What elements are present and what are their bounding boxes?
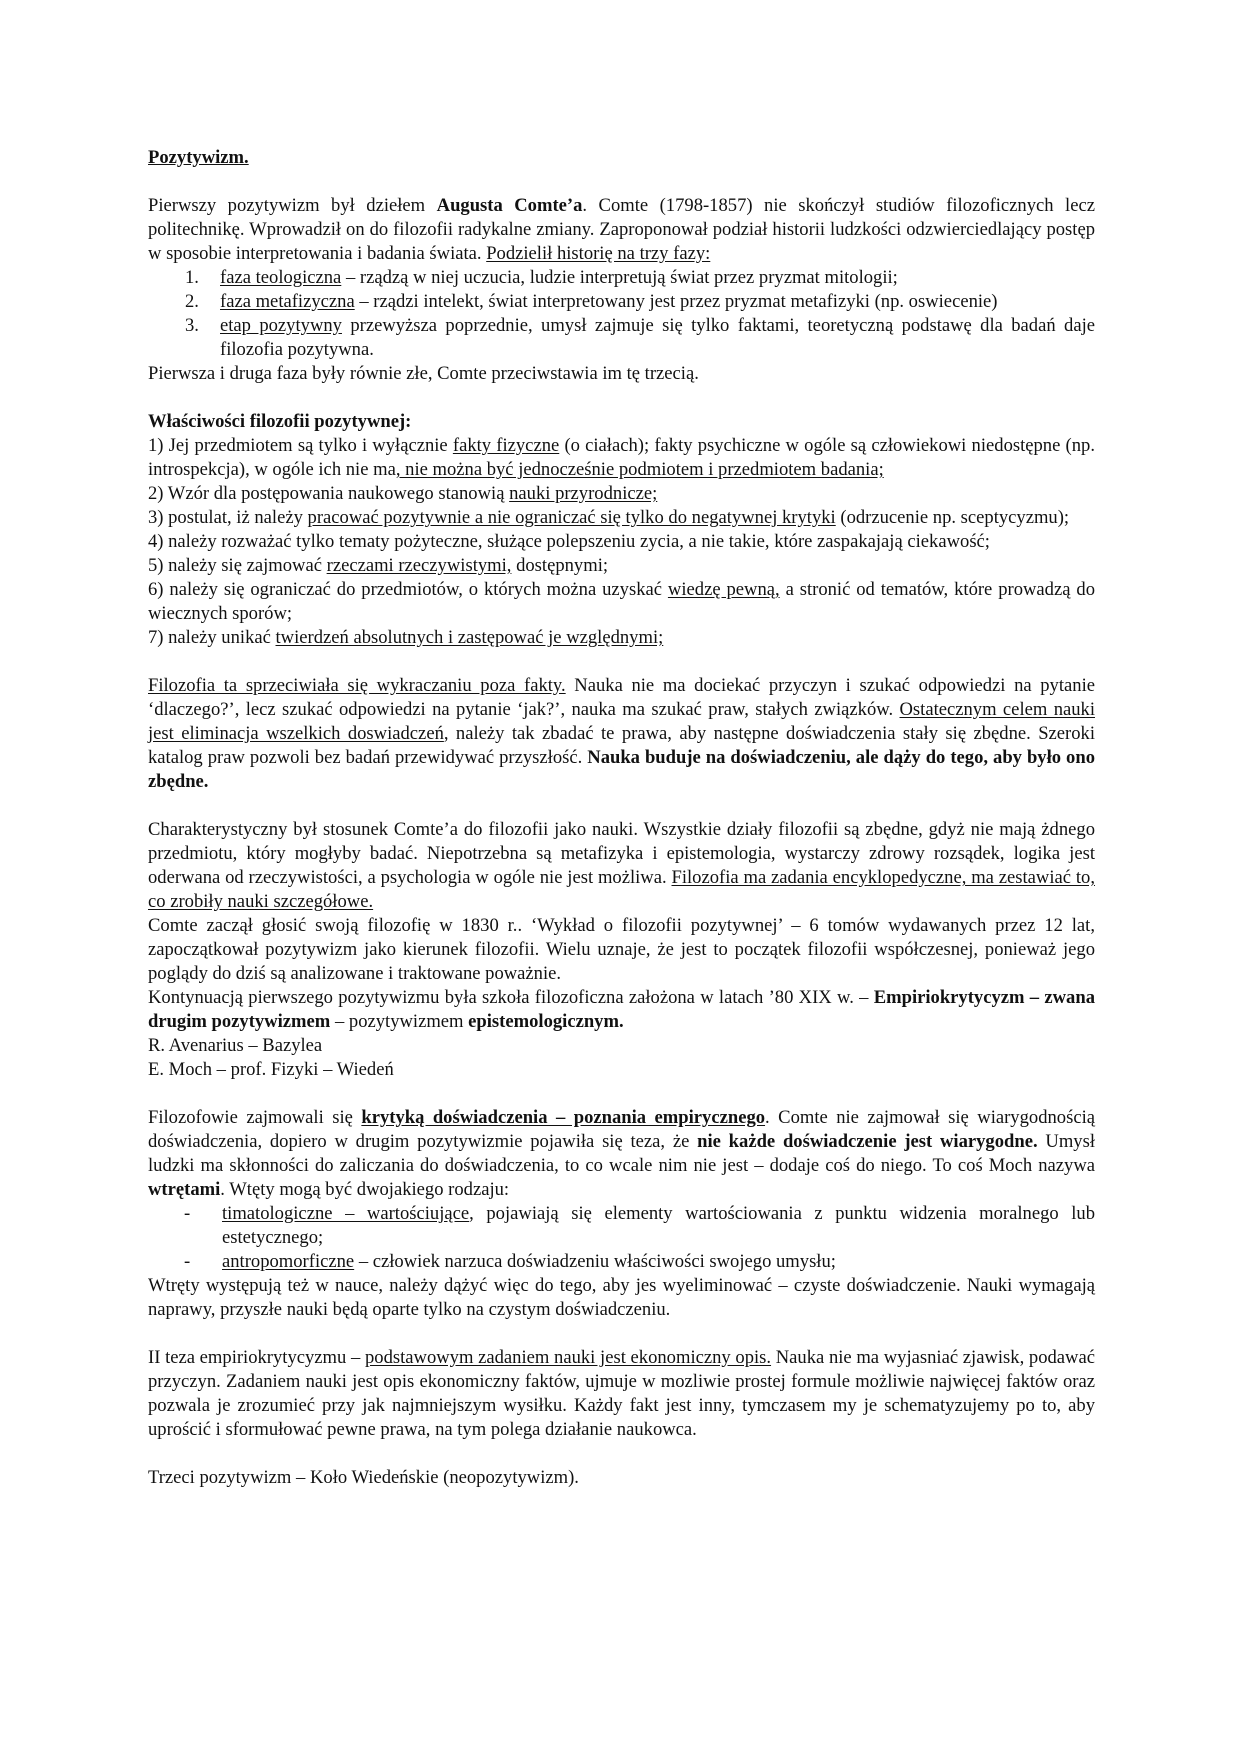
- text-run: 1) Jej przedmiotem są tylko i wyłącznie: [148, 435, 453, 456]
- list-item: [148, 314, 1095, 362]
- list-dash: -: [184, 1203, 191, 1224]
- text-run: Umysł ludzki ma skłonności do zaliczania do doświadczenia, to co wcale nim nie jest – dodaje coś do niego. To coś Moch nazywa: [148, 1131, 1095, 1176]
- underlined-phrase: twierdzeń absolutnych i zastępować je względnymi;: [275, 627, 664, 648]
- text-run: . Wtęty mogą być dwojakiego rodzaju:: [220, 1179, 510, 1200]
- bold-phrase: nie każde doświadczenie jest wiarygodne.: [697, 1131, 1038, 1152]
- phases-summary: Pierwsza i druga faza były równie złe, Comte przeciwstawia im tę trzecią.: [148, 363, 699, 384]
- bold-phrase: wtrętami: [148, 1179, 221, 1200]
- third-positivism: Trzeci pozytywizm – Koło Wiedeńskie (neopozytywizm).: [148, 1467, 579, 1488]
- wtrety-list: [148, 1202, 1095, 1274]
- text-run: , pojawiają się elementy wartościowania z punktu widzenia moralnego lub estetycznego;: [222, 1203, 1096, 1248]
- list-item: [148, 266, 1095, 290]
- text-run: 5) należy się zajmować: [148, 555, 327, 576]
- list-item: [148, 290, 1095, 314]
- list-text: [222, 1202, 1095, 1250]
- text-run: . Comte nie zajmował się wiarygodnością doświadczenia, dopiero w drugim pozytywizmie pojawiła się teza, że: [148, 1107, 1095, 1152]
- text-run: – rządzą w niej uczucia, ludzie interpretują świat przez pryzmat mitologii;: [341, 267, 898, 288]
- underlined-phrase: rzeczami rzeczywistymi,: [326, 555, 512, 576]
- bold-name: Augusta Comte’a: [436, 195, 583, 216]
- list-text: [220, 290, 1095, 314]
- thesis-paragraph: [148, 1346, 1095, 1442]
- text-run: (o ciałach); fakty psychiczne w ogóle są człowiekowi niedostępne (np. introspekcja), w ogóle ich nie ma: [148, 435, 1095, 480]
- list-number: 3.: [185, 315, 199, 336]
- person-line: R. Avenarius – Bazylea: [148, 1035, 323, 1056]
- underlined-phrase: , nie można być jednocześnie podmiotem i przedmiotem badania;: [395, 459, 884, 480]
- property-item: [148, 626, 1095, 650]
- text-run: . Comte (1798-1857) nie skończył studiów filozoficznych lecz politechnikę. Wprowadził on do filozofii radykalne zmiany. Zaproponował podział historii ludzkości odzwierciedlający postęp w sposobie interpretowania i badania świata.: [148, 195, 1095, 264]
- facts-paragraph: [148, 674, 1095, 794]
- wtrety-summary: Wtręty występują też w nauce, należy dążyć więc do tego, aby jes wyeliminować – czyste doświadczenie. Nauki wymagają naprawy, przyszłe nauki będą oparte tylko na czystym doświadczeniu.: [148, 1275, 1095, 1320]
- comte-paragraph: [148, 818, 1095, 914]
- text-run: 3) postulat, iż należy: [148, 507, 308, 528]
- property-item: 4) należy rozważać tylko tematy pożyteczne, służące polepszeniu zycia, a nie takie, które zaspakajają ciekawość;: [148, 531, 990, 552]
- underlined-phrase: Podzielił historię na trzy fazy:: [486, 243, 711, 264]
- list-number: 2.: [185, 291, 199, 312]
- heading-text: Właściwości filozofii pozytywnej:: [148, 411, 412, 432]
- phases-list: [148, 266, 1095, 362]
- property-item: [148, 434, 1095, 482]
- text-run: 7) należy unikać: [148, 627, 276, 648]
- text-run: II teza empiriokrytycyzmu –: [148, 1347, 365, 1368]
- list-item: [148, 1250, 1095, 1274]
- text-run: , należy tak zbadać te prawa, aby następne doświadczenia stały się zbędne. Szeroki katalog praw pozwoli bez badań przewidywać przyszłość.: [148, 723, 1095, 768]
- comte-paragraph: Comte zaczął głosić swoją filozofię w 1830 r.. ‘Wykład o filozofii pozytywnej’ – 6 tomów wydawanych przez 12 lat, zapoczątkował pozytywizm jako kierunek filozofii. Wielu uznaje, że jest to początek filozofii współczesnej, ponieważ jego poglądy do dziś są analizowane i traktowane poważnie.: [148, 915, 1095, 984]
- bold-underlined-phrase: krytyką doświadczenia – poznania empirycznego: [361, 1107, 766, 1128]
- bold-phrase: –: [1024, 987, 1045, 1008]
- underlined-phrase: Filozofia ta sprzeciwiała się wykraczaniu poza fakty.: [148, 675, 566, 696]
- person-line: E. Moch – prof. Fizyki – Wiedeń: [148, 1059, 394, 1080]
- bold-phrase: Empiriokrytycyzm: [873, 987, 1025, 1008]
- text-run: – pozytywizmem: [330, 1011, 469, 1032]
- underlined-phrase: Filozofia ma zadania encyklopedyczne, ma zestawiać to, co zrobiły nauki szczegółowe.: [148, 867, 1095, 912]
- underlined-phrase: etap pozytywny: [220, 315, 342, 336]
- property-item: [148, 578, 1095, 626]
- list-text: [220, 266, 1095, 290]
- text-run: Filozofowie zajmowali się: [148, 1107, 362, 1128]
- list-text: [220, 314, 1095, 362]
- text-run: Nauka nie ma wyjasniać zjawisk, podawać przyczyn. Zadaniem nauki jest opis ekonomiczny faktów, ujmuje w mozliwie prostej formule możliwie najwięcej faktów oraz pozwala je zrozumieć przy jak najmniejszym wysiłku. Każdy fakt jest inny, tymczasem my je schematyzujemy po to, aby uprościć i sformułować pewne prawa, na tym polega działanie naukowca.: [148, 1347, 1095, 1440]
- text-run: przewyższa poprzednie, umysł zajmuje się tylko faktami, teoretyczną podstawę dla badań daje filozofia pozytywna.: [220, 315, 1095, 360]
- intro-paragraph: [148, 194, 1095, 266]
- underlined-phrase: wiedzę pewną,: [667, 579, 780, 600]
- list-item: [148, 1202, 1095, 1250]
- section-heading: [148, 410, 1095, 434]
- underlined-phrase: antropomorficzne: [222, 1251, 355, 1272]
- text-run: 6) należy się ograniczać do przedmiotów, o których można uzyskać: [148, 579, 668, 600]
- underlined-phrase: pracować pozytywnie a nie ograniczać się tylko do negatywnej krytyki: [307, 507, 836, 528]
- underlined-phrase: faza metafizyczna: [220, 291, 355, 312]
- philosophers-paragraph: [148, 1106, 1095, 1202]
- text-run: dostępnymi;: [511, 555, 609, 576]
- property-item: [148, 554, 1095, 578]
- continuation-paragraph: [148, 986, 1095, 1034]
- property-item: [148, 482, 1095, 506]
- property-item: [148, 506, 1095, 530]
- text-run: a stronić od tematów, które prowadzą do wiecznych sporów;: [148, 579, 1095, 624]
- document-title: Pozytywizm.: [148, 147, 249, 168]
- bold-phrase: epistemologicznym.: [468, 1011, 624, 1032]
- text-run: – rządzi intelekt, świat interpretowany jest przez pryzmat metafizyki (np. oswiecenie): [354, 291, 998, 312]
- underlined-phrase: timatologiczne – wartościujące: [222, 1203, 470, 1224]
- underlined-phrase: Ostatecznym celem nauki jest eliminacja wszelkich doswiadczeń: [148, 699, 1095, 744]
- list-number: 1.: [185, 267, 199, 288]
- bold-phrase: Nauka buduje na doświadczeniu, ale dąży do tego, aby było ono zbędne.: [148, 747, 1095, 792]
- bold-phrase: zwana drugim pozytywizmem: [148, 987, 1095, 1032]
- text-run: Kontynuacją pierwszego pozytywizmu była szkoła filozoficzna założona w latach ’80 XIX w. –: [148, 987, 874, 1008]
- underlined-phrase: nauki przyrodnicze;: [509, 483, 658, 504]
- text-run: – człowiek narzuca doświadzeniu właściwości swojego umysłu;: [354, 1251, 836, 1272]
- text-run: 2) Wzór dla postępowania naukowego stanowią: [148, 483, 510, 504]
- text-run: Pierwszy pozytywizm był dziełem: [148, 195, 437, 216]
- underlined-phrase: fakty fizyczne: [452, 435, 560, 456]
- list-text: [222, 1250, 1095, 1274]
- text-run: Charakterystyczny był stosunek Comte’a do filozofii jako nauki. Wszystkie działy filozofii są zbędne, gdyż nie mają żdnego przedmiotu, który mogłyby badać. Niepotrzebna są metafizyka i epistemologia, wystarczy zdrowy rozsądek, logika jest oderwana od rzeczywistości, a psychologia w ogóle nie jest możliwa.: [148, 819, 1095, 888]
- underlined-phrase: podstawowym zadaniem nauki jest ekonomiczny opis.: [364, 1347, 772, 1368]
- text-run: Nauka nie ma dociekać przyczyn i szukać odpowiedzi na pytanie ‘dlaczego?’, lecz szukać odpowiedzi na pytanie ‘jak?’, nauka ma szukać praw, stałych związków.: [148, 675, 1095, 720]
- text-run: (odrzucenie np. sceptycyzmu);: [835, 507, 1070, 528]
- underlined-phrase: faza teologiczna: [220, 267, 342, 288]
- list-dash: -: [184, 1251, 191, 1272]
